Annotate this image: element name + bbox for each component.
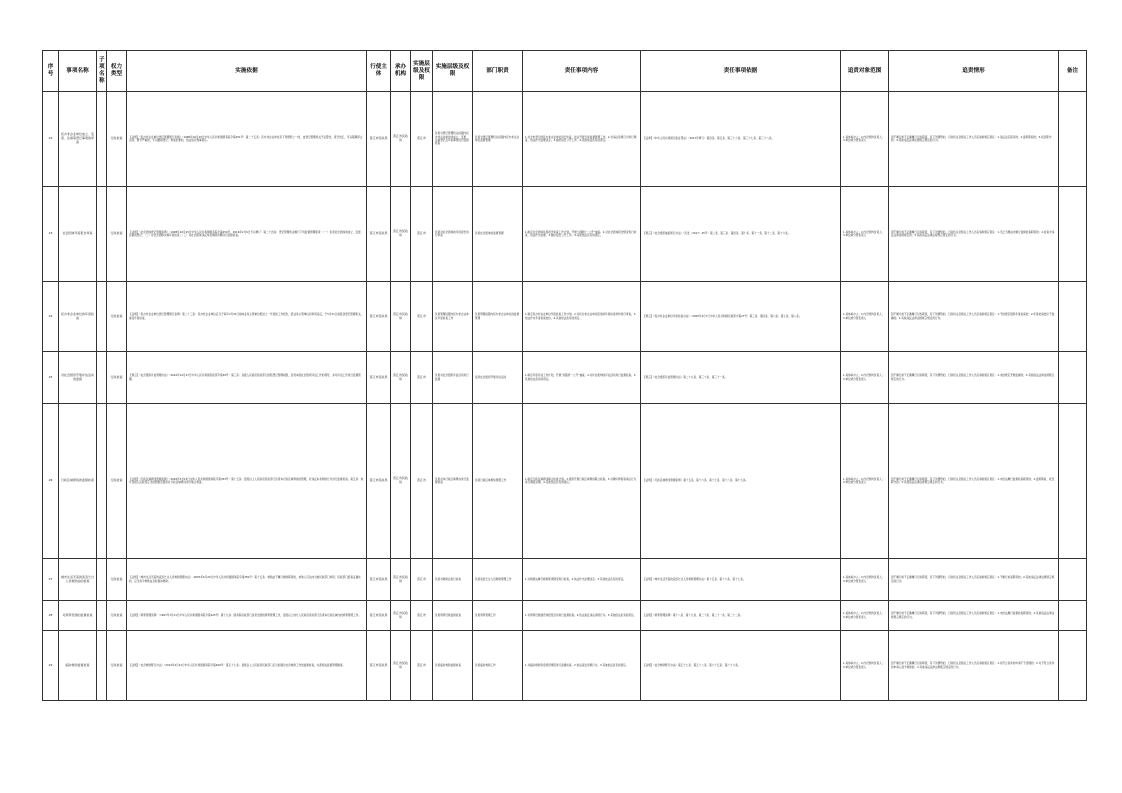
cell-subject: 晋江市民政局 xyxy=(367,352,391,404)
header-dept: 部门职责 xyxy=(473,51,523,92)
cell-name: 对社会组织开展评估活动的监督 xyxy=(59,352,97,404)
cell-agency: 晋江市民政局 xyxy=(391,404,411,559)
cell-subject: 晋江市民政局 xyxy=(367,631,391,701)
cell-agency: 晋江市民政局 xyxy=(391,601,411,631)
cell-level: 晋江市 xyxy=(411,352,433,404)
cell-seq: 24 xyxy=(43,282,59,352)
cell-subject: 晋江市民政局 xyxy=(367,559,391,601)
header-resp-basis: 责任事项依据 xyxy=(641,51,841,92)
cell-sub xyxy=(97,559,107,601)
cell-sub xyxy=(97,92,107,187)
cell-agency: 晋江市民政局 xyxy=(391,631,411,701)
cell-situation: 因不履行或不正确履行行政职责，有下列情形的，行政机关及相关工作人员应承担相应责任：1.违反法定程序的；2.滥用职权的；3.玩忽职守的；4.其他违反法律法规规章规定的行为。 xyxy=(889,92,1059,187)
cell-agency: 晋江市民政局 xyxy=(391,92,411,187)
cell-level2: 负责对社会团体的年度报告进行审查 xyxy=(433,187,473,282)
cell-note xyxy=(1059,631,1087,701)
cell-scope: 1.具体承办人；2.内设机构负责人；3.单位或分管负责人 xyxy=(841,282,889,352)
cell-content: 1.制定行政区域界线联合检查计划。2.组织开展行政区域界线联合检查。3.对破坏界桩等违法行为进行调查处理。4.其他依法负有的责任。 xyxy=(523,404,641,559)
cell-name: 民办非企业单位的年度检查 xyxy=(59,282,97,352)
permission-table xyxy=(42,50,1087,701)
cell-level2: 负责临时救助监督检查 xyxy=(433,631,473,701)
cell-content: 1.制定社会团体年度报告审查工作计划，开展“双随机一公开”抽查。2.对社会团体报告情况进行检查，依法作出处理。3.做好信息公开工作。4.其他依法负有的责任。 xyxy=(523,187,641,282)
cell-scope: 1.具体承办人；2.内设机构负责人；3.单位或分管负责人 xyxy=(841,92,889,187)
header-type: 权力类型 xyxy=(107,51,127,92)
cell-name: 临时救助监督检查 xyxy=(59,631,97,701)
cell-basis: 【法规】《民办非企业单位登记管理暂行条例》第二十三条：民办非企业单位应当于每年3月31日前向业务主管单位报送上一年度的工作报告，经业务主管单位初审同意后，于5月31日前报送登记管理机关，接受年度检查。 xyxy=(127,282,367,352)
table-row xyxy=(43,282,1087,352)
cell-type: 行政检查 xyxy=(107,187,127,282)
header-sub: 子项名称 xyxy=(97,51,107,92)
cell-level2: 负责管理权限内民办非企业单位年度检查工作 xyxy=(433,282,473,352)
cell-basis: 【法规】《城市生活无着的流浪乞讨人员救助管理办法》（2003年6月20日中华人民共和国国务院令第381号）第十五条：救助站不履行救助职责的，求助人可以向当地民政部门举报；民政部门经查证属实的，应当责令救助站及时提供救助。 xyxy=(127,559,367,601)
cell-situation: 因不履行或不正确履行行政职责，有下列情形的，行政机关及相关工作人员应承担相应责任：1.未依法履行监督检查职责的；2.滥用职权、玩忽职守的；3.其他违反法律法规规章规定的行为。 xyxy=(889,404,1059,559)
cell-basis: 【法规】《社会救助暂行办法》（2014年2月21日中华人民共和国国务院令第649号）第五十七条：县级以上人民政府民政部门应当加强对社会救助工作的监督检查，完善相关监督管理制度。 xyxy=(127,631,367,701)
cell-agency: 晋江市民政局 xyxy=(391,559,411,601)
cell-subject: 晋江市民政局 xyxy=(367,187,391,282)
cell-seq: 22 xyxy=(43,92,59,187)
table-row xyxy=(43,404,1087,559)
cell-level: 晋江市 xyxy=(411,559,433,601)
table-row xyxy=(43,187,1087,282)
cell-sub xyxy=(97,352,107,404)
cell-name: 城市生活无着的流浪乞讨人员救助站的检查 xyxy=(59,559,97,601)
cell-resp-basis: 【规章】《社会组织评估管理办法》第二十九条、第三十条、第三十一条。 xyxy=(641,352,841,404)
cell-name: 行政区域界线的监督检查 xyxy=(59,404,97,559)
cell-scope: 1.具体承办人；2.内设机构负责人；3.单位或分管负责人 xyxy=(841,601,889,631)
cell-seq: 29 xyxy=(43,631,59,701)
cell-content: 1.对救助站履行救助职责情况进行检查。2.依法作出处理决定。3.其他依法负有的责任。 xyxy=(523,559,641,601)
cell-resp-basis: 【法规】《城市生活无着的流浪乞讨人员救助管理办法》第十五条、第十六条、第十七条。 xyxy=(641,559,841,601)
cell-resp-basis: 【法规】《行政区域界线管理条例》第十五条、第十六条、第十七条、第十八条、第十九条。 xyxy=(641,404,841,559)
cell-note xyxy=(1059,92,1087,187)
cell-content: 1.对临时救助资金使用情况进行监督检查。2.依法查处违规行为。3.其他依法负有的责任。 xyxy=(523,631,641,701)
cell-dept: 负责行政区域界线管理工作 xyxy=(473,404,523,559)
cell-resp-basis: 【规章】《民办非企业单位年度检查办法》（2005年4月7日中华人民共和国民政部令第27号）第三条、第四条、第六条、第七条、第八条。 xyxy=(641,282,841,352)
header-name: 事项名称 xyxy=(59,51,97,92)
permission-table-sheet xyxy=(42,50,1086,701)
cell-dept: 指导社会组织开展评估活动 xyxy=(473,352,523,404)
cell-subject: 晋江市民政局 xyxy=(367,601,391,631)
cell-scope: 1.具体承办人；2.内设机构负责人；3.单位或分管负责人 xyxy=(841,187,889,282)
cell-basis: 【法规】《殡葬管理条例》（1997年7月21日中华人民共和国国务院令第225号）第十九条：国务院民政部门负责全国的殡葬管理工作，县级以上地方人民政府民政部门负责本行政区域内的殡葬管理工作。 xyxy=(127,601,367,631)
cell-name: 民办非企业单位成立、变更、注销等登记事项的审查 xyxy=(59,92,97,187)
table-row xyxy=(43,601,1087,631)
header-content: 责任事项内容 xyxy=(523,51,641,92)
cell-subject: 晋江市民政局 xyxy=(367,282,391,352)
cell-dept: 负责殡葬管理工作 xyxy=(473,601,523,631)
table-row xyxy=(43,92,1087,187)
cell-seq: 25 xyxy=(43,352,59,404)
table-row xyxy=(43,559,1087,601)
cell-level2: 负责殡葬设施监督检查 xyxy=(433,601,473,631)
cell-note xyxy=(1059,282,1087,352)
cell-level2: 负责对本行政区域界线进行监督检查 xyxy=(433,404,473,559)
cell-type: 行政检查 xyxy=(107,282,127,352)
cell-level: 晋江市 xyxy=(411,631,433,701)
cell-content: 1.制定年度评估工作计划，开展“双随机一公开”抽查。2.对评估机构的评估活动进行监督检查。3.其他依法负有的责任。 xyxy=(523,352,641,404)
cell-situation: 因不履行或不正确履行行政职责，有下列情形的，行政机关及相关工作人员应承担相应责任：1.不履行检查职责的；2.其他违反法律法规规章规定的行为。 xyxy=(889,559,1059,601)
cell-situation: 因不履行或不正确履行行政职责，有下列情形的，行政机关及相关工作人员应承担相应责任：1.未按规定开展监督的；2.其他违反法律法规规章规定的行为。 xyxy=(889,352,1059,404)
cell-type: 行政检查 xyxy=(107,352,127,404)
cell-level2: 负责对救助站进行检查 xyxy=(433,559,473,601)
header-note: 备注 xyxy=(1059,51,1087,92)
cell-resp-basis: 【法规】《社会救助暂行办法》第五十七条、第五十八条、第六十五条、第六十六条。 xyxy=(641,631,841,701)
cell-basis: 【法规】《社会团体登记管理条例》（1998年10月25日中华人民共和国国务院令第250号，2016年2月6日予以修订）第二十四条：登记管理机关履行下列监督管理职责：（一）负责社会团体的成立、变更、注销的登记；（二）对社会团体实施年度检查；（三）对社会团体违反本条例的问题进行监督检查。 xyxy=(127,187,367,282)
cell-name: 社会团体年度报告审查 xyxy=(59,187,97,282)
table-body xyxy=(43,92,1087,701)
cell-situation: 因不履行或不正确履行行政职责，有下列情形的，行政机关及相关工作人员应承担相应责任：1.对符合条件的申请不予受理的；2.对不符合条件的申请人准予救助的；3.其他违反法律法规规章规定的行为。 xyxy=(889,631,1059,701)
cell-seq: 26 xyxy=(43,404,59,559)
cell-note xyxy=(1059,601,1087,631)
header-level2: 实施层级及权限 xyxy=(433,51,473,92)
cell-note xyxy=(1059,559,1087,601)
cell-basis: 【法规】《行政区域界线管理条例》（2002年5月13日中华人民共和国国务院令第353号）第十五条：县级以上人民政府民政部门负责本行政区域界线的管理，对违反本条例的行为进行监督检查。第五条：地方各级人民政府应当按照规定组织对行政区域界线进行联合检查。 xyxy=(127,404,367,559)
table-row xyxy=(43,631,1087,701)
cell-level: 晋江市 xyxy=(411,187,433,282)
cell-sub xyxy=(97,631,107,701)
cell-seq: 27 xyxy=(43,559,59,601)
cell-scope: 1.具体承办人；2.内设机构负责人；3.单位或分管负责人 xyxy=(841,559,889,601)
header-subject: 行使主体 xyxy=(367,51,391,92)
cell-type: 行政检查 xyxy=(107,92,127,187)
cell-scope: 1.具体承办人；2.内设机构负责人；3.单位或分管负责人 xyxy=(841,352,889,404)
cell-seq: 28 xyxy=(43,601,59,631)
cell-subject: 晋江市民政局 xyxy=(367,92,391,187)
table-header-row xyxy=(43,51,1087,92)
cell-name: 对殡葬设施的监督检查 xyxy=(59,601,97,631)
cell-dept: 负责管理权限内民办非企业单位的监督管理 xyxy=(473,282,523,352)
cell-situation: 因不履行或不正确履行行政职责，有下列情形的，行政机关及相关工作人员应承担相应责任：1.无正当理由未履行监督检查职责的；2.检查中违反法律法规规定的；3.其他违反法律法规规章规定的行为。 xyxy=(889,187,1059,282)
cell-type: 行政检查 xyxy=(107,404,127,559)
cell-basis: 【法规】《民办非企业单位登记管理暂行条例》（1998年10月25日中华人民共和国国务院令第251号）第二十五条：民办非企业单位有下列情形之一的，由登记管理机关予以警告，责令改正，可以限期停止活动；情节严重的，予以撤销登记；构成犯罪的，依法追究刑事责任。 xyxy=(127,92,367,187)
cell-seq: 23 xyxy=(43,187,59,282)
cell-content: 1.对殡葬设施建设和经营活动进行监督检查。2.依法查处违法违规行为。3.其他依法负有的责任。 xyxy=(523,601,641,631)
cell-scope: 1.具体承办人；2.内设机构负责人；3.单位或分管负责人 xyxy=(841,404,889,559)
cell-sub xyxy=(97,282,107,352)
cell-scope: 1.具体承办人；2.内设机构负责人；3.单位或分管负责人 xyxy=(841,631,889,701)
header-situation: 追责情形 xyxy=(889,51,1059,92)
cell-dept: 负责对登记管理机关权限内民办非企业单位监督管理 xyxy=(473,92,523,187)
cell-note xyxy=(1059,352,1087,404)
cell-level: 晋江市 xyxy=(411,282,433,352)
cell-agency: 晋江市民政局 xyxy=(391,282,411,352)
cell-type: 行政检查 xyxy=(107,601,127,631)
cell-situation: 因不履行或不正确履行行政职责，有下列情形的，行政机关及相关工作人员应承担相应责任：1.未依法履行监督检查职责的；2.其他违反法律法规规章规定的行为。 xyxy=(889,601,1059,631)
cell-content: 1.制定民办非企业单位年度检查工作计划。2.对民办非企业单位报送的年度检查材料进行审查。3.依法作出年度检查结论。4.其他依法负有的责任。 xyxy=(523,282,641,352)
cell-sub xyxy=(97,601,107,631)
cell-agency: 晋江市民政局 xyxy=(391,352,411,404)
header-scope: 追责对象范围 xyxy=(841,51,889,92)
table-row xyxy=(43,352,1087,404)
cell-level2: 负责对社会组织评估活动进行监督 xyxy=(433,352,473,404)
header-seq: 序号 xyxy=(43,51,59,92)
cell-situation: 因不履行或不正确履行行政职责，有下列情形的，行政机关及相关工作人员应承担相应责任：1.不按规定组织年度检查的；2.年度检查结论不准确的；3.其他违反法律法规规章规定的行为。 xyxy=(889,282,1059,352)
cell-sub xyxy=(97,404,107,559)
header-basis: 实施依据 xyxy=(127,51,367,92)
cell-dept: 负责流浪乞讨人员救助管理工作 xyxy=(473,559,523,601)
cell-dept: 负责社会团体的监督管理 xyxy=(473,187,523,282)
cell-basis: 【规章】《社会组织评估管理办法》（2010年12月27日中华人民共和国民政部令第39号）第三条：各级人民政府民政部门按照登记管理权限，负责本级社会组织评估工作的领导，并对评估工作进行监督管理。 xyxy=(127,352,367,404)
header-agency: 承办机构 xyxy=(391,51,411,92)
cell-level2: 负责对登记管理机关权限内民办非企业单位的成立、变更、注销登记及年检事项进行监督检查 xyxy=(433,92,473,187)
cell-type: 行政检查 xyxy=(107,631,127,701)
cell-type: 行政检查 xyxy=(107,559,127,601)
cell-level: 晋江市 xyxy=(411,601,433,631)
header-level: 实施层级及权限 xyxy=(411,51,433,92)
cell-sub xyxy=(97,187,107,282)
cell-content: 1.对全市登记的民办非企业单位进行检查，依法开展日常监督管理工作。2.对违法违规行为进行调查，依法作出处理决定。3.做好信息公开工作。4.其他依法负有的责任。 xyxy=(523,92,641,187)
cell-dept: 负责临时救助工作 xyxy=(473,631,523,701)
cell-agency: 晋江市民政局 xyxy=(391,187,411,282)
cell-resp-basis: 【规章】《社会组织抽查暂行办法》（民发〔2017〕45号）第二条、第三条、第四条、第十条、第十一条、第十二条、第十六条。 xyxy=(641,187,841,282)
cell-resp-basis: 【法规】《殡葬管理条例》第十八条、第十九条、第二十条、第二十一条、第二十二条。 xyxy=(641,601,841,631)
cell-level: 晋江市 xyxy=(411,404,433,559)
cell-subject: 晋江市民政局 xyxy=(367,404,391,559)
cell-resp-basis: 【法律】《中华人民共和国行政处罚法》（2017年修订）第四条、第五条、第三十六条、第三十七条、第三十八条。 xyxy=(641,92,841,187)
cell-level: 晋江市 xyxy=(411,92,433,187)
cell-note xyxy=(1059,404,1087,559)
cell-note xyxy=(1059,187,1087,282)
